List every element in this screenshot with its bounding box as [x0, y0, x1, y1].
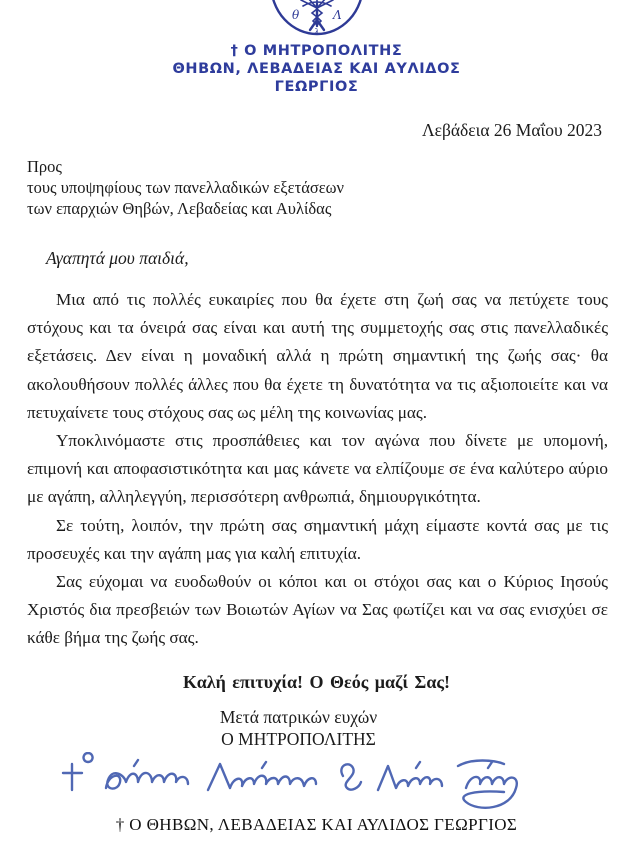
letterhead-title-line3: ΓΕΩΡΓΙΟΣ [274, 79, 359, 95]
letterhead-title-line1: † Ο ΜΗΤΡΟΠΟΛΙΤΗΣ [230, 43, 403, 59]
salutation: Αγαπητά μου παιδιά, [46, 248, 189, 268]
seal-left-letter: θ [291, 8, 299, 22]
recipient-line: των επαρχιών Θηβών, Λεβαδείας και Αυλίδας [27, 199, 332, 218]
paragraph: Υποκλινόμαστε στις προσπάθειες και τον αγώνα που δίνετε με υπομονή, επιμονή και αποφασιστικότητα και μας κάνετε να ελπίζουμε σε ένα καλύτερο αύριο με αγάπη, αλληλεγγύη, περισσότερη ανθρωπιά, δημιουργικότητα. [27, 431, 608, 507]
signoff-line2: Ο ΜΗΤΡΟΠΟΛΙΤΗΣ [221, 728, 376, 749]
letter-date: Λεβάδεια 26 Μαΐου 2023 [421, 120, 602, 140]
metropolitan-seal-icon [0, 0, 633, 36]
recipient-line: τους υποψηφίους των πανελλαδικών εξετάσεων [27, 178, 345, 197]
paragraph: Σας εύχομαι να ευοδωθούν οι κόποι και οι στόχοι σας και ο Κύριος Ιησούς Χριστός δια πρεσβειών των Βοιωτών Αγίων να Σας φωτίζει και να σας ενισχύει σε κάθε βήμα της ζωής σας. [27, 572, 608, 648]
footer-identity: † Ο ΘΗΒΩΝ, ΛΕΒΑΔΕΙΑΣ ΚΑΙ ΑΥΛΙΔΟΣ ΓΕΩΡΓΙΟΣ [115, 814, 518, 834]
letter-body [0, 286, 633, 653]
signature [0, 752, 633, 812]
seal-bottom-letter: λ [313, 28, 320, 36]
paragraph: Σε τούτη, λοιπόν, την πρώτη σας σημαντική μάχη είμαστε κοντά σας με τις προσευχές και την αγάπη μας για καλή επιτυχία. [27, 515, 608, 563]
signoff-line1: Μετά πατρικών ευχών [219, 706, 378, 727]
seal-right-letter: Λ [332, 8, 342, 22]
recipient-line: Προς [27, 157, 62, 176]
signoff-block [0, 706, 615, 750]
closing-wish: Καλή επιτυχία! Ο Θεός μαζί Σας! [183, 671, 450, 692]
letterhead [0, 0, 633, 96]
recipient-block [0, 156, 633, 219]
signature-image [58, 752, 578, 812]
letterhead-title-line2: ΘΗΒΩΝ, ΛΕΒΑΔΕΙΑΣ ΚΑΙ ΑΥΛΙΔΟΣ [172, 61, 461, 77]
paragraph: Μια από τις πολλές ευκαιρίες που θα έχετε στη ζωή σας να πετύχετε τους στόχους και τα όνειρά σας είναι και αυτή της συμμετοχής σας στις πανελλαδικές εξετάσεις. Δεν είναι η μοναδική αλλά η πρώτη σημαντική της ζωής σας· θα ακολουθήσουν πολλές άλλες που θα έχετε τη δυνατότητα να τις αξιοποιείτε και να πετυχαίνετε τους στόχους σας ως μέλη της κοινωνίας μας. [27, 290, 608, 422]
